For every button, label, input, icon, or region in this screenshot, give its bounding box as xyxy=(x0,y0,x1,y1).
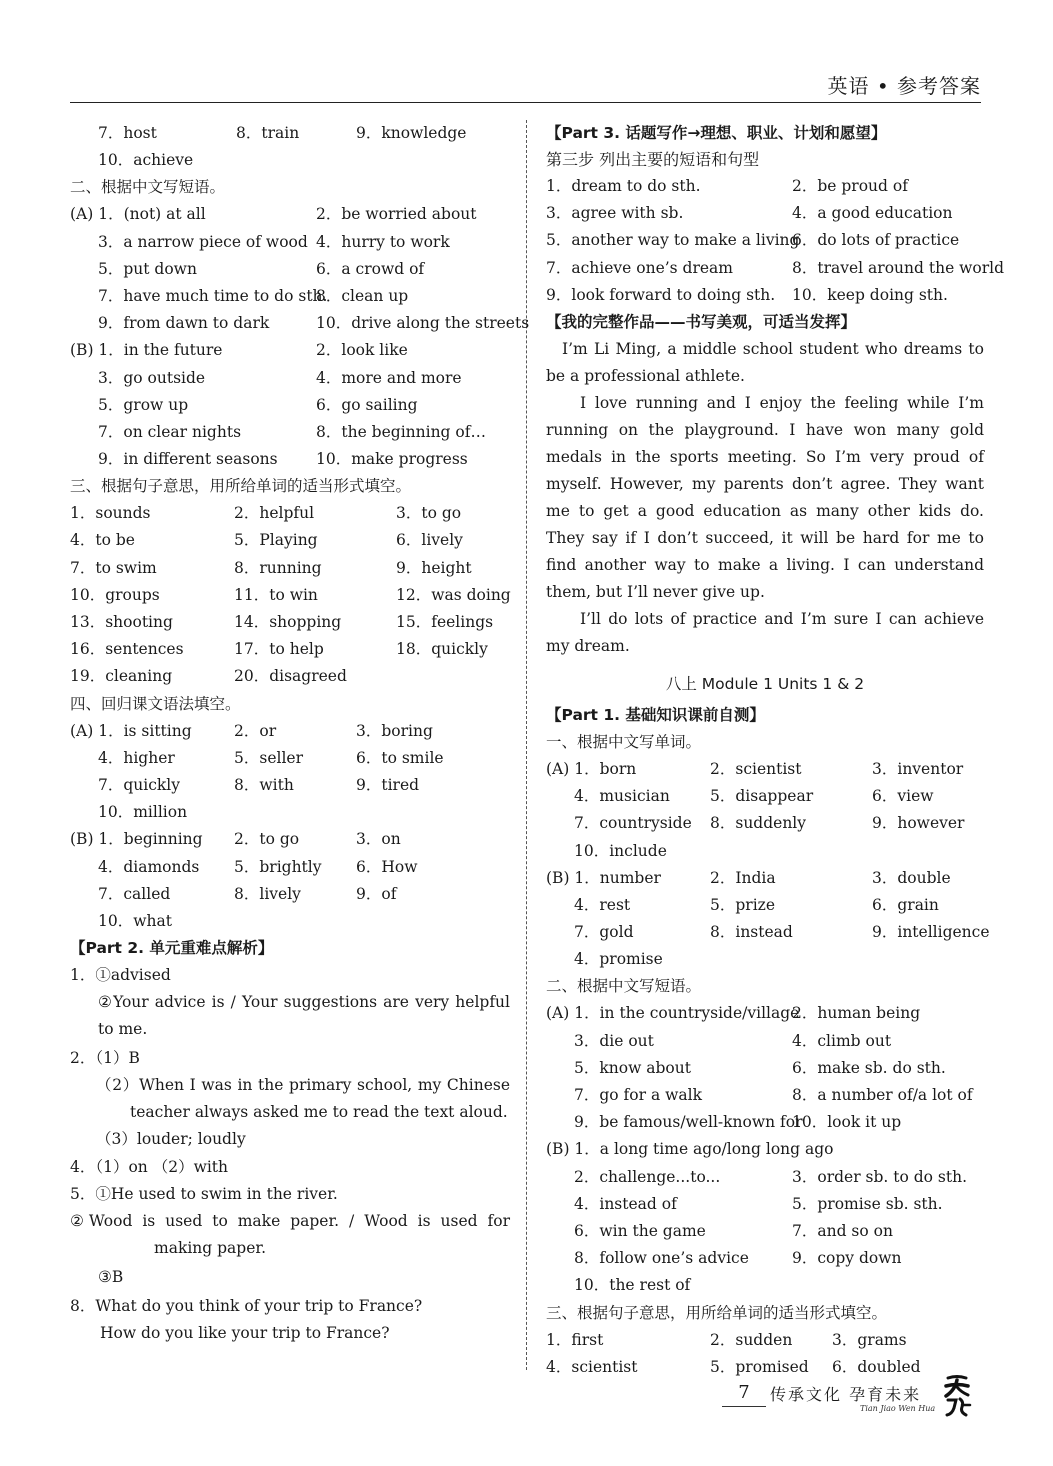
answer-item: 3．go outside xyxy=(98,368,206,387)
answer-item: (B) 1．in the future xyxy=(70,341,223,360)
answer-item: 3．double xyxy=(872,868,951,887)
part-heading: 【Part 2. 单元重难点解析】 xyxy=(70,939,274,958)
answer-item: 8．follow one’s advice xyxy=(574,1249,749,1268)
step-heading: 第三步 列出主要的短语和句型 xyxy=(546,150,760,169)
section-heading: 二、根据中文写短语。 xyxy=(70,178,226,197)
answer-item: 2．（1）B xyxy=(70,1049,140,1068)
page-footer xyxy=(720,1380,984,1420)
essay-paragraph: I’ll do lots of practice and I’m sure I can achieve my dream. xyxy=(546,609,984,655)
page-header xyxy=(70,68,981,103)
answer-item: 5．prize xyxy=(710,895,775,914)
answer-item: （3）louder; loudly xyxy=(96,1130,246,1149)
answer-item: 10．achieve xyxy=(98,151,194,170)
answer-row xyxy=(70,147,510,174)
answer-item: 13．shooting xyxy=(70,613,173,631)
answer-paragraph: （2）When I was in the primary school, my Chinese teacher always asked me to read the text aloud. xyxy=(96,1076,510,1122)
answer-item: 1．sounds xyxy=(70,504,151,523)
answer-item: 8．instead xyxy=(710,923,793,942)
answer-item: 9．however xyxy=(872,814,965,833)
answer-item: 4．musician xyxy=(574,787,670,806)
answer-item: 7．gold xyxy=(574,923,634,942)
answer-item: 2．to go xyxy=(234,830,300,849)
answer-item: 8．with xyxy=(234,775,294,794)
answer-item: 5．Playing xyxy=(234,531,318,550)
answer-item: (A) 1．is sitting xyxy=(70,721,192,740)
essay-paragraph: I love running and I enjoy the feeling while I’m running on the playground. I have won many gold medals in the sports meeting. So I’m very proud of myself. However, my parents don’t agree. They want me to get a good education as many other kids do. They say if I don’t succeed, it will be hard for me to find another way to make a living. I can understand them, but I’ll never give up. xyxy=(546,393,984,601)
answer-item: 6．win the game xyxy=(574,1221,706,1240)
answer-item: 6．grain xyxy=(872,895,939,914)
answer-item: 2．look like xyxy=(316,341,408,360)
answer-item: 3．on xyxy=(356,830,401,849)
header-title: 英语 • 参考答案 xyxy=(827,74,981,98)
answer-item: 5．promise sb. sth. xyxy=(792,1194,943,1213)
answer-item: 7．countryside xyxy=(574,814,692,833)
answer-item: 6．lively xyxy=(396,531,463,550)
answer-item: 9．of xyxy=(356,884,397,903)
answer-item: 9．tired xyxy=(356,775,420,794)
answer-item: (B) 1．number xyxy=(546,868,661,887)
answer-row xyxy=(70,120,510,147)
section-heading: 三、根据句子意思，用所给单词的适当形式填空。 xyxy=(70,477,412,496)
answer-item: 11．to win xyxy=(234,585,318,604)
answer-item: 17．to help xyxy=(234,640,324,659)
answer-item: 10．million xyxy=(98,803,188,822)
answer-item: 5．another way to make a living xyxy=(546,231,800,250)
answer-item: 18．quickly xyxy=(396,640,488,659)
answer-item: 16．sentences xyxy=(70,640,184,659)
answer-item: 3．to go xyxy=(396,504,462,523)
section-heading: 四、回归课文语法填空。 xyxy=(70,694,241,713)
answer-item: ③B xyxy=(98,1268,124,1286)
part-heading: 【Part 3. 话题写作→理想、职业、计划和愿望】 xyxy=(546,124,887,142)
answer-item: 3．boring xyxy=(356,721,433,740)
answer-item: 6．do lots of practice xyxy=(792,231,960,250)
answer-item: 15．feelings xyxy=(396,613,494,631)
answer-item: 14．shopping xyxy=(234,613,342,631)
answer-item: 20．disagreed xyxy=(234,667,347,686)
answer-item: 7．called xyxy=(98,884,171,903)
answer-item: 9．height xyxy=(396,558,472,577)
answer-item: 6．make sb. do sth. xyxy=(792,1058,946,1077)
answer-item: 4．instead of xyxy=(574,1194,677,1213)
answer-item: 3．order sb. to do sth. xyxy=(792,1167,968,1186)
answer-item: 9．from dawn to dark xyxy=(98,314,270,333)
answer-item: 2．challenge...to... xyxy=(574,1167,721,1186)
answer-item: 10．the rest of xyxy=(574,1276,691,1295)
left-column xyxy=(70,120,530,1348)
answer-item: 4．a good education xyxy=(792,204,953,223)
answer-item: 6．view xyxy=(872,787,934,806)
answer-item: 8．suddenly xyxy=(710,814,807,833)
footer-pinyin: Tian Jiao Wen Hua xyxy=(860,1404,936,1413)
answer-item: 9．intelligence xyxy=(872,923,990,942)
module-title: 八上 Module 1 Units 1 & 2 xyxy=(665,674,865,693)
answer-item: (A) 1．born xyxy=(546,759,637,778)
footer-slogan: 传承文化 孕育未来 xyxy=(770,1385,922,1404)
answer-item: 10．include xyxy=(574,841,667,860)
section-heading: 三、根据句子意思，用所给单词的适当形式填空。 xyxy=(546,1303,888,1322)
answer-item: 3．agree with sb. xyxy=(546,204,684,223)
section-heading: 二、根据中文写短语。 xyxy=(546,977,702,996)
answer-item: 4．more and more xyxy=(316,368,462,387)
answer-item: 2．human being xyxy=(792,1004,921,1023)
answer-item: (B) 1．beginning xyxy=(70,830,203,849)
answer-item: 8．lively xyxy=(234,884,301,903)
answer-item: 4．climb out xyxy=(792,1031,892,1050)
answer-item: 10．look it up xyxy=(792,1113,902,1132)
section-heading: 一、根据中文写单词。 xyxy=(546,732,702,751)
answer-paragraph: ②Wood is used to make paper. / Wood is used for making paper. xyxy=(70,1212,510,1257)
answer-item: 4．hurry to work xyxy=(316,232,450,251)
answer-item: 6．go sailing xyxy=(316,395,418,414)
answer-item: 19．cleaning xyxy=(70,667,173,686)
answer-item: 3．die out xyxy=(574,1031,654,1050)
essay-paragraph: I’m Li Ming, a middle school student who dreams to be a professional athlete. xyxy=(546,339,984,385)
answer-item: 7．on clear nights xyxy=(98,422,242,441)
answer-item: 9．look forward to doing sth. xyxy=(546,285,776,304)
answer-item: 7．and so on xyxy=(792,1221,893,1240)
answer-item: 4．（1）on （2）with xyxy=(70,1157,229,1176)
answer-item: 1．first xyxy=(546,1330,604,1349)
answer-item: 6．a crowd of xyxy=(316,259,425,278)
answer-item: 7．go for a walk xyxy=(574,1086,702,1104)
answer-item: 2．be proud of xyxy=(792,177,908,195)
answer-item: 8．travel around the world xyxy=(792,258,1005,277)
answer-item: 9．in different seasons xyxy=(98,450,278,469)
part-heading: 【Part 1. 基础知识课前自测】 xyxy=(546,705,765,724)
answer-item: 12．was doing xyxy=(396,585,511,604)
answer-item: 8．the beginning of… xyxy=(316,422,486,441)
answer-item: 6．to smile xyxy=(356,748,444,767)
answer-item: 5．put down xyxy=(98,259,197,278)
answer-item: 2．be worried about xyxy=(316,205,477,224)
answer-item: 9．knowledge xyxy=(356,124,467,142)
answer-item: 10．what xyxy=(98,911,172,930)
right-column xyxy=(546,120,1005,1381)
answer-item: 8．a number of/a lot of xyxy=(792,1086,973,1104)
page-number: 7 xyxy=(722,1380,766,1407)
answer-item: 6．doubled xyxy=(832,1357,921,1376)
answer-item: 5．disappear xyxy=(710,787,814,806)
part-heading: 【我的完整作品——书写美观，可适当发挥】 xyxy=(546,312,857,331)
tianjiao-logo-icon xyxy=(934,1372,980,1418)
answer-item: 6．How xyxy=(356,857,418,876)
answer-item: (A) 1．in the countryside/village xyxy=(546,1004,800,1023)
answer-item: 2．or xyxy=(234,721,277,740)
answer-item: 3．inventor xyxy=(872,759,964,778)
answer-item: 5．know about xyxy=(574,1058,691,1077)
answer-item: 2．helpful xyxy=(234,504,315,523)
answer-item: 5．brightly xyxy=(234,857,322,876)
answer-item: 9．copy down xyxy=(792,1249,902,1268)
answer-item: 4．rest xyxy=(574,895,631,914)
answer-item: 3．grams xyxy=(832,1330,907,1349)
answer-item: 5．①He used to swim in the river. xyxy=(70,1184,338,1203)
answer-item: 5．seller xyxy=(234,748,303,767)
answer-item: (B) 1．a long time ago/long long ago xyxy=(546,1140,834,1159)
answer-item: 4．scientist xyxy=(546,1357,638,1376)
answer-item: 7．achieve one’s dream xyxy=(546,258,733,277)
answer-item: 10．drive along the streets xyxy=(316,314,530,333)
answer-item: 4．higher xyxy=(98,748,175,767)
answer-item: 10．make progress xyxy=(316,450,468,469)
answer-item: 4．promise xyxy=(574,950,663,969)
answer-item: 5．promised xyxy=(710,1357,809,1376)
answer-item: 3．a narrow piece of wood xyxy=(98,232,308,251)
answer-item: 2．scientist xyxy=(710,759,802,778)
answer-item: 9．be famous/well-known for xyxy=(574,1113,803,1132)
answer-item: 8．train xyxy=(236,124,300,142)
answer-item: 2．India xyxy=(710,868,776,887)
answer-item: 8．running xyxy=(234,558,322,577)
answer-item: 2．sudden xyxy=(710,1330,793,1349)
answer-paragraph: ②Your advice is / Your suggestions are very helpful to me. xyxy=(98,993,510,1039)
answer-item: 8．clean up xyxy=(316,286,409,305)
answer-item: How do you like your trip to France? xyxy=(100,1324,390,1343)
answer-item: 7．to swim xyxy=(70,558,157,577)
answer-item: 10．groups xyxy=(70,585,160,604)
answer-item: 4．diamonds xyxy=(98,857,200,876)
column-divider xyxy=(526,120,527,1370)
answer-item: 1．dream to do sth. xyxy=(546,177,701,195)
answer-item: 10．keep doing sth. xyxy=(792,285,948,304)
answer-item: 5．grow up xyxy=(98,395,189,414)
answer-item: 7．have much time to do sth. xyxy=(98,286,328,305)
answer-item: 7．quickly xyxy=(98,775,181,794)
answer-item: 8．What do you think of your trip to France? xyxy=(70,1297,423,1316)
answer-item: (A) 1．(not) at all xyxy=(70,205,206,224)
answer-item: 1．①advised xyxy=(70,966,171,985)
answer-item: 4．to be xyxy=(70,531,135,550)
answer-item: 7．host xyxy=(98,124,157,142)
